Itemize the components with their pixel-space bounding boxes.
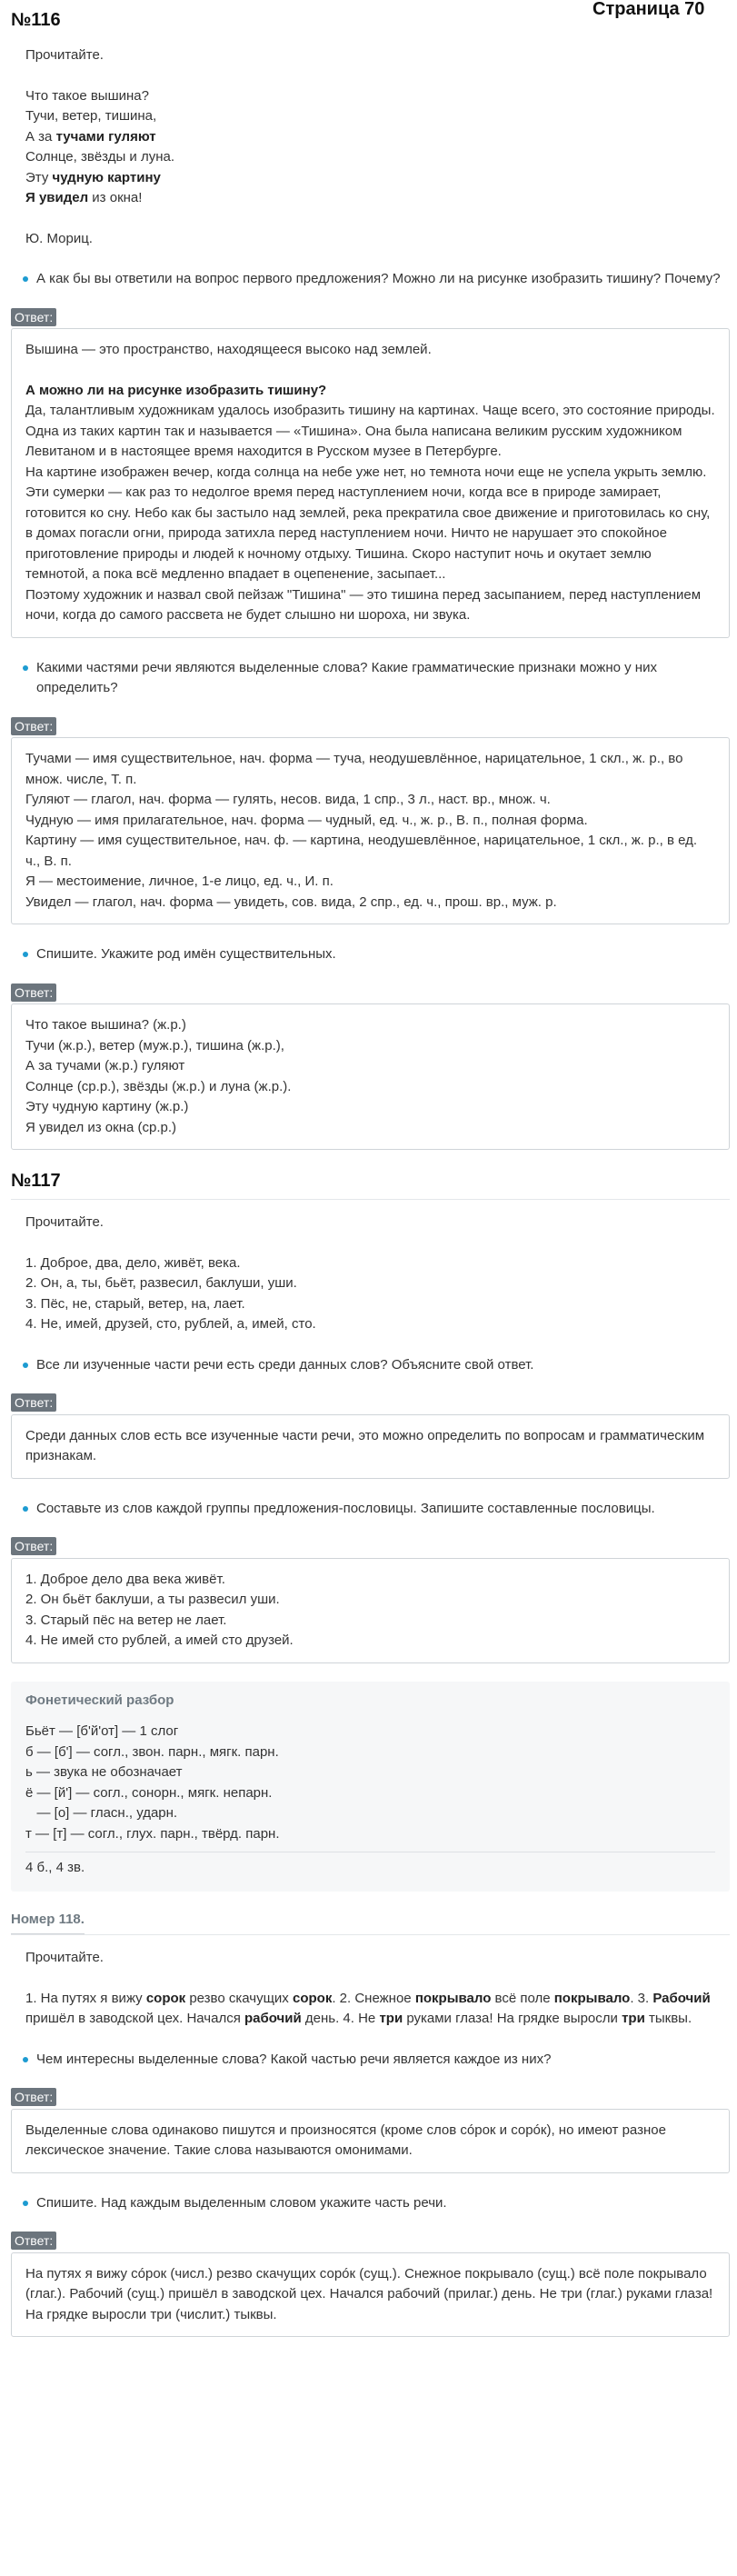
bullet-icon [23, 1363, 28, 1368]
text-run: Солнце, звёзды и луна. [25, 149, 175, 165]
question-text: Все ли изученные части речи есть среди данных слов? Объясните свой ответ. [36, 1356, 534, 1373]
answer-line: Картину — имя существительное, нач. ф. — картина, неодушевлённое, нарицательное, 1 скл., ж. р., в ед. ч., В. п. [25, 833, 698, 869]
phonetic-line: т — [т] — согл., глух. парн., твёрд. парн. [25, 1825, 280, 1842]
task-116-answer-1 [11, 328, 730, 638]
task-116-question-3 [11, 944, 730, 965]
task-118-answer-2 [11, 2252, 730, 2338]
text-run: . 2. Снежное [332, 1990, 415, 2006]
answer-label: Ответ: [11, 1537, 56, 1555]
task-118-number: Номер 118. [11, 1910, 85, 1935]
phonetic-analysis [11, 1682, 730, 1892]
question-text: Спишите. Над каждым выделенным словом укажите часть речи. [36, 2194, 447, 2211]
answer-line: Тучи (ж.р.), ветер (муж.р.), тишина (ж.р.), [25, 1037, 284, 1053]
answer-label: Ответ: [11, 2088, 56, 2106]
task-118-answer-1 [11, 2109, 730, 2173]
question-text: Составьте из слов каждой группы предложения-пословицы. Запишите составленные пословицы. [36, 1500, 655, 1516]
bullet-icon [23, 2057, 28, 2062]
page-label: Страница 70 [593, 0, 705, 19]
highlighted-word: чудную картину [52, 169, 161, 185]
phonetic-line: ь — звука не обозначает [25, 1764, 183, 1780]
answer-line: Эту чудную картину (ж.р.) [25, 1099, 189, 1114]
task-116-answer-2 [11, 737, 730, 924]
highlighted-word: три [379, 2011, 403, 2026]
poem-line [25, 86, 730, 107]
bullet-icon [23, 1506, 28, 1512]
answer-paragraph: На картине изображен вечер, когда солнца на небе уже нет, но темнота ночи еще не успела укрыть землю. Эти сумерки — как раз то недолгое время перед наступлением ночи, когда все в природе замирает, готовится ко сну. Небо как бы застыло над землей, река прекратила свое движение и приготовилась ко сну, в домах погасли огни, природа затихла перед наступлением ночи. Ничто не нарушает это спокойное приготовление природы и людей к ночному отдыху. Тишина. Скоро наступит ночь и окутает землю темнотой, а пока всё медленно впадает в оцепенение, засыпает... [25, 464, 711, 582]
answer-line: Солнце (ср.р.), звёзды (ж.р.) и луна (ж.р.). [25, 1078, 292, 1094]
task-116-text [11, 45, 730, 249]
answer-paragraph: На путях я вижу сóрок (числ.) резво скачущих сорóк (сущ.). Снежное покрывало (сущ.) всё поле покрывало (глаг.). Рабочий (сущ.) пришёл в заводской цех. Начался рабочий (прилаг.) день. Не три (глаг.) руками глаза! На грядке выросли три (числит.) тыквы. [25, 2265, 713, 2322]
highlighted-word: покрывало [553, 1990, 631, 2006]
phonetic-line: б — [б'] — согл., звон. парн., мягк. парн. [25, 1743, 279, 1760]
highlighted-word: три [622, 2011, 645, 2026]
answer-line: Чудную — имя прилагательное, нач. форма — чудный, ед. ч., ж. р., В. п., полная форма. [25, 812, 588, 828]
task-118-sentences [25, 1989, 730, 2030]
answer-line: 3. Старый пёс на ветер не лает. [25, 1612, 227, 1628]
phonetic-line: Бьёт — [б'й'от] — 1 слог [25, 1723, 179, 1739]
task-118-question-2 [11, 2193, 730, 2214]
text-run: всё поле [491, 1990, 554, 2006]
answer-heading: А можно ли на рисунке изобразить тишину? [25, 382, 327, 398]
task-116-poem [25, 86, 730, 209]
text-run: тыквы. [644, 2011, 692, 2026]
task-117-line: 1. Доброе, два, дело, живёт, века. [25, 1254, 241, 1271]
text-run: руками глаза! На грядке выросли [403, 2011, 622, 2026]
task-118-text [11, 1948, 730, 2030]
text-run: Тучи, ветер, тишина, [25, 108, 157, 124]
bullet-icon [23, 952, 28, 957]
answer-line: Увидел — глагол, нач. форма — увидеть, сов. вида, 2 спр., ед. ч., прош. вр., муж. р. [25, 894, 557, 910]
question-text: Спишите. Укажите род имён существительных. [36, 946, 336, 962]
highlighted-word: рабочий [244, 2011, 302, 2026]
highlighted-word: Я увидел [25, 190, 89, 205]
text-run: пришёл в заводской цех. Начался [25, 2011, 244, 2026]
phonetic-summary: 4 б., 4 зв. [25, 1860, 85, 1875]
question-text: А как бы вы ответили на вопрос первого предложения? Можно ли на рисунке изобразить тишину? Почему? [36, 271, 721, 286]
content [11, 9, 730, 2344]
answer-label: Ответ: [11, 2232, 56, 2250]
poem-line [25, 147, 730, 168]
text-run: 1. На путях я вижу [25, 1990, 146, 2006]
answer-paragraph: Среди данных слов есть все изученные части речи, это можно определить по вопросам и грамматическим признакам. [25, 1427, 705, 1463]
task-116-prompt: Прочитайте. [25, 47, 104, 63]
answer-line: Тучами — имя существительное, нач. форма — туча, неодушевлённое, нарицательное, 1 скл., ж. р., во множ. числе, Т. п. [25, 751, 683, 787]
answer-line: 4. Не имей сто рублей, а имей сто друзей. [25, 1632, 294, 1648]
text-run: день. 4. Не [301, 2011, 380, 2026]
answer-paragraph: Вышина — это пространство, находящееся высоко над землей. [25, 342, 432, 357]
answer-line: Гуляют — глагол, нач. форма — гулять, несов. вида, 1 спр., 3 л., наст. вр., множ. ч. [25, 792, 551, 807]
answer-line: 1. Доброе дело два века живёт. [25, 1571, 225, 1587]
task-116-author: Ю. Мориц. [25, 230, 93, 246]
highlighted-word: сорок [145, 1990, 186, 2006]
task-116-question-2 [11, 658, 730, 699]
task-117-line: 2. Он, а, ты, бьёт, развесил, баклуши, уши. [25, 1275, 297, 1291]
answer-label: Ответ: [11, 717, 56, 735]
highlighted-word: тучами гуляют [55, 128, 156, 145]
poem-line [25, 168, 730, 189]
task-117-number: №117 [11, 1171, 61, 1191]
task-116-answer-3 [11, 1003, 730, 1150]
question-text: Чем интересны выделенные слова? Какой частью речи является каждое из них? [36, 2051, 552, 2067]
text-run: из окна! [88, 190, 143, 205]
answer-paragraph: Поэтому художник и назвал свой пейзаж "Тишина" — это тишина перед засыпанием, перед наступлением ночи, когда до самого рассвета не будет слышно ни шороха, ни звука. [25, 586, 702, 623]
highlighted-word: Рабочий [652, 1990, 711, 2006]
task-117-answer-1 [11, 1414, 730, 1479]
highlighted-word: покрывало [414, 1990, 492, 2006]
task-116-question-1 [11, 269, 730, 290]
text-run: А за [25, 128, 56, 145]
task-117-text [11, 1213, 730, 1335]
text-run: . 3. [630, 1990, 653, 2006]
answer-line: Я — местоимение, личное, 1-е лицо, ед. ч., И. п. [25, 874, 334, 889]
answer-line: А за тучами (ж.р.) гуляют [25, 1058, 185, 1073]
phonetic-line: ё — [й'] — согл., сонорн., мягк. непарн. [25, 1784, 273, 1801]
poem-line [25, 188, 730, 209]
answer-label: Ответ: [11, 1393, 56, 1412]
task-117-prompt: Прочитайте. [25, 1214, 104, 1230]
highlighted-word: сорок [292, 1990, 333, 2006]
task-118-question-1 [11, 2050, 730, 2071]
phonetic-line: — [о] — гласн., ударн. [25, 1805, 178, 1821]
answer-label: Ответ: [11, 308, 56, 326]
task-117-question-2 [11, 1499, 730, 1520]
answer-line: Что такое вышина? (ж.р.) [25, 1017, 186, 1033]
task-118-prompt: Прочитайте. [25, 1950, 104, 1965]
task-117-line: 3. Пёс, не, старый, ветер, на, лает. [25, 1295, 245, 1312]
text-run: Эту [25, 169, 53, 185]
phonetic-title: Фонетический разбор [25, 1692, 174, 1708]
answer-paragraph: Выделенные слова одинаково пишутся и произносятся (кроме слов сóрок и сорóк), но имеют разное лексическое значение. Такие слова называются омонимами. [25, 2122, 666, 2158]
poem-line [25, 106, 730, 127]
task-117-question-1 [11, 1355, 730, 1376]
answer-line: 2. Он бьёт баклуши, а ты развесил уши. [25, 1592, 280, 1607]
bullet-icon [23, 2201, 28, 2206]
question-text: Какими частями речи являются выделенные слова? Какие грамматические признаки можно у них определить? [36, 659, 657, 695]
answer-label: Ответ: [11, 983, 56, 1002]
bullet-icon [23, 665, 28, 671]
task-117-answer-2 [11, 1558, 730, 1663]
text-run: Что такое вышина? [25, 87, 149, 104]
task-117-line: 4. Не, имей, друзей, сто, рублей, а, имей, сто. [25, 1316, 316, 1332]
answer-line: Я увидел из окна (ср.р.) [25, 1119, 176, 1135]
task-116-number: №116 [11, 10, 61, 30]
poem-line [25, 127, 730, 148]
text-run: резво скачущих [185, 1990, 293, 2006]
answer-paragraph: Да, талантливым художникам удалось изобразить тишину на картинах. Чаще всего, это состояние природы. Одна из таких картин так и называется — «Тишина». Она была написана великим русским художником Левитаном и в настоящее время находится в Русском музее в Петербурге. [25, 403, 715, 459]
bullet-icon [23, 276, 28, 282]
